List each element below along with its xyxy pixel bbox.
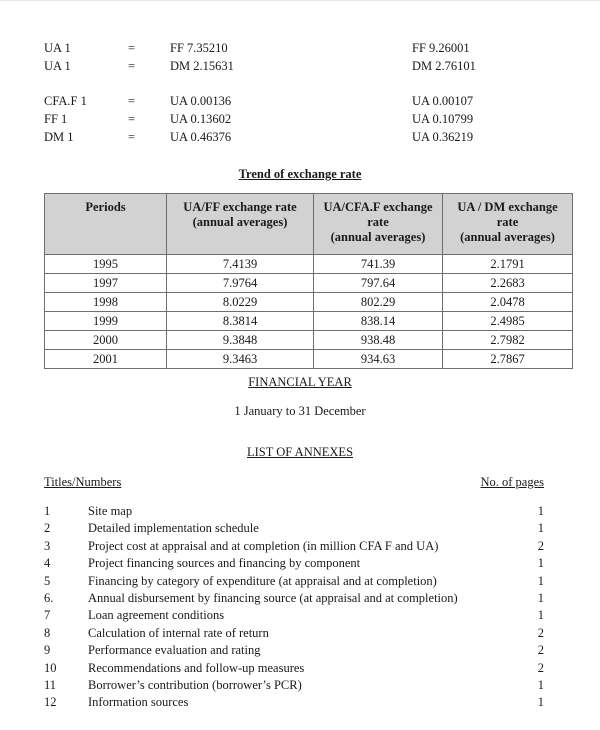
header-line: rate — [496, 215, 519, 229]
table-row — [45, 293, 573, 312]
annex-page-count: 1 — [537, 504, 544, 518]
cell-ua-cfaf: 934.63 — [314, 350, 443, 369]
annex-page-count: 1 — [537, 677, 544, 692]
column-header-ua-ff — [167, 194, 314, 255]
annex-label: Information sources — [88, 695, 189, 710]
annex-label: Calculation of internal rate of return — [88, 625, 269, 640]
table-row — [45, 255, 573, 274]
list-item — [44, 574, 544, 591]
annex-page-count: 1 — [537, 608, 544, 623]
cell-ua-cfaf: 802.29 — [314, 293, 443, 312]
cell-period: 2001 — [45, 350, 167, 369]
annex-label: Performance evaluation and rating — [88, 643, 261, 658]
rate-group-spacer — [44, 77, 564, 94]
annex-header-titles: Titles/Numbers — [44, 475, 122, 489]
list-of-annexes-heading-text: LIST OF ANNEXES — [246, 445, 354, 459]
exchange-rate-row — [44, 130, 564, 148]
header-line: (annual averages) — [192, 215, 288, 229]
list-item — [44, 591, 544, 608]
exchange-rate-value-left: UA 0.00136 — [170, 94, 232, 108]
cell-ua-cfaf: 838.14 — [314, 312, 443, 331]
list-item — [44, 539, 544, 556]
annex-number: 6. — [44, 590, 54, 605]
annex-number: 3 — [44, 538, 51, 553]
cell-ua-dm: 2.2683 — [443, 274, 573, 293]
annex-number: 1 — [44, 504, 51, 518]
annex-page-count: 2 — [537, 660, 544, 675]
exchange-rate-row — [44, 112, 564, 130]
annex-label: Site map — [88, 504, 133, 518]
cell-ua-ff: 9.3463 — [167, 350, 314, 369]
annex-page-count: 2 — [537, 538, 544, 553]
cell-period: 2000 — [45, 331, 167, 350]
cell-ua-dm: 2.1791 — [443, 255, 573, 274]
exchange-rate-value-right: UA 0.00107 — [412, 94, 474, 108]
annex-page-count: 1 — [537, 695, 544, 710]
table-body — [45, 255, 573, 369]
annex-label: Loan agreement conditions — [88, 608, 225, 623]
column-header-ua-cfaf — [314, 194, 443, 255]
annex-label: Detailed implementation schedule — [88, 521, 259, 536]
annex-label: Project cost at appraisal and at completion (in million CFA F and UA) — [88, 538, 439, 553]
annex-column-headers — [44, 475, 544, 490]
cell-ua-dm: 2.7867 — [443, 350, 573, 369]
exchange-rate-label: DM 1 — [44, 130, 74, 144]
header-line: UA/FF exchange rate — [183, 200, 297, 214]
cell-ua-cfaf: 797.64 — [314, 274, 443, 293]
annex-number: 5 — [44, 573, 51, 588]
header-line: rate — [367, 215, 389, 229]
cell-ua-ff: 8.0229 — [167, 293, 314, 312]
column-header-ua-dm — [443, 194, 573, 255]
cell-period: 1997 — [45, 274, 167, 293]
annex-label: Annual disbursement by financing source (at appraisal and at completion) — [88, 590, 458, 605]
annex-label: Financing by category of expenditure (at appraisal and at completion) — [88, 573, 437, 588]
exchange-rate-label: CFA.F 1 — [44, 94, 87, 108]
exchange-rate-value-right: UA 0.10799 — [412, 112, 474, 126]
list-item — [44, 521, 544, 538]
cell-ua-dm: 2.0478 — [443, 293, 573, 312]
equals-sign: = — [128, 59, 136, 73]
annex-label: Borrower’s contribution (borrower’s PCR) — [88, 677, 302, 692]
annex-page-count: 2 — [537, 625, 544, 640]
annex-number: 10 — [44, 660, 57, 675]
list-item — [44, 643, 544, 660]
list-item — [44, 695, 544, 712]
annex-page-count: 1 — [537, 573, 544, 588]
annex-page-count: 2 — [537, 643, 544, 658]
header-line: UA/CFA.F exchange — [323, 200, 433, 214]
list-item — [44, 556, 544, 573]
annex-number: 7 — [44, 608, 51, 623]
exchange-rate-row — [44, 94, 564, 112]
exchange-rate-value-right: UA 0.36219 — [412, 130, 474, 144]
cell-ua-ff: 8.3814 — [167, 312, 314, 331]
cell-ua-dm: 2.4985 — [443, 312, 573, 331]
equals-sign: = — [128, 94, 136, 108]
cell-ua-cfaf: 938.48 — [314, 331, 443, 350]
cell-ua-cfaf: 741.39 — [314, 255, 443, 274]
annex-number: 2 — [44, 521, 51, 536]
cell-ua-ff: 7.4139 — [167, 255, 314, 274]
header-line: UA / DM exchange — [457, 200, 558, 214]
cell-period: 1999 — [45, 312, 167, 331]
cell-ua-ff: 7.9764 — [167, 274, 314, 293]
annex-list — [44, 504, 544, 713]
table-row — [45, 350, 573, 369]
exchange-rate-label: UA 1 — [44, 59, 71, 73]
list-item — [44, 661, 544, 678]
financial-year-heading — [0, 375, 600, 390]
annex-number: 4 — [44, 556, 51, 571]
exchange-rate-value-left: FF 7.35210 — [170, 41, 228, 55]
exchange-rate-pairs — [44, 41, 564, 148]
cell-period: 1998 — [45, 293, 167, 312]
annex-label: Project financing sources and financing by component — [88, 556, 361, 571]
header-line: Periods — [85, 200, 126, 214]
financial-year-heading-text: FINANCIAL YEAR — [248, 375, 352, 389]
table-header — [45, 194, 573, 255]
annex-header-pages: No. of pages — [480, 475, 544, 489]
exchange-rate-value-left: DM 2.15631 — [170, 59, 234, 73]
list-item — [44, 608, 544, 625]
financial-year-period: 1 January to 31 December — [234, 404, 366, 418]
annex-number: 12 — [44, 695, 57, 710]
table-header-row — [45, 194, 573, 255]
exchange-rate-row — [44, 59, 564, 77]
exchange-rate-value-left: UA 0.46376 — [170, 130, 232, 144]
annex-number: 11 — [44, 677, 57, 692]
annex-page-count: 1 — [537, 521, 544, 536]
cell-ua-dm: 2.7982 — [443, 331, 573, 350]
trend-table-title — [0, 167, 600, 182]
annex-page-count: 1 — [537, 590, 544, 605]
list-item — [44, 504, 544, 521]
exchange-rate-value-right: FF 9.26001 — [412, 41, 470, 55]
cell-ua-ff: 9.3848 — [167, 331, 314, 350]
trend-of-exchange-rate-table — [44, 193, 573, 369]
equals-sign: = — [128, 41, 136, 55]
annex-page-count: 1 — [537, 556, 544, 571]
list-item — [44, 678, 544, 695]
trend-table-title-text: Trend of exchange rate — [238, 167, 362, 181]
list-item — [44, 626, 544, 643]
list-of-annexes-heading — [0, 445, 600, 460]
exchange-rate-value-right: DM 2.76101 — [412, 59, 476, 73]
column-header-periods — [45, 194, 167, 255]
cell-period: 1995 — [45, 255, 167, 274]
header-line: (annual averages) — [330, 230, 426, 244]
exchange-rate-row — [44, 41, 564, 59]
exchange-rate-label: UA 1 — [44, 41, 71, 55]
header-line: (annual averages) — [460, 230, 555, 244]
equals-sign: = — [128, 130, 136, 144]
equals-sign: = — [128, 112, 136, 126]
annex-label: Recommendations and follow-up measures — [88, 660, 305, 675]
exchange-rate-value-left: UA 0.13602 — [170, 112, 232, 126]
annex-number: 8 — [44, 625, 51, 640]
table-row — [45, 312, 573, 331]
table-row — [45, 331, 573, 350]
exchange-rate-label: FF 1 — [44, 112, 68, 126]
table-row — [45, 274, 573, 293]
annex-number: 9 — [44, 643, 51, 658]
